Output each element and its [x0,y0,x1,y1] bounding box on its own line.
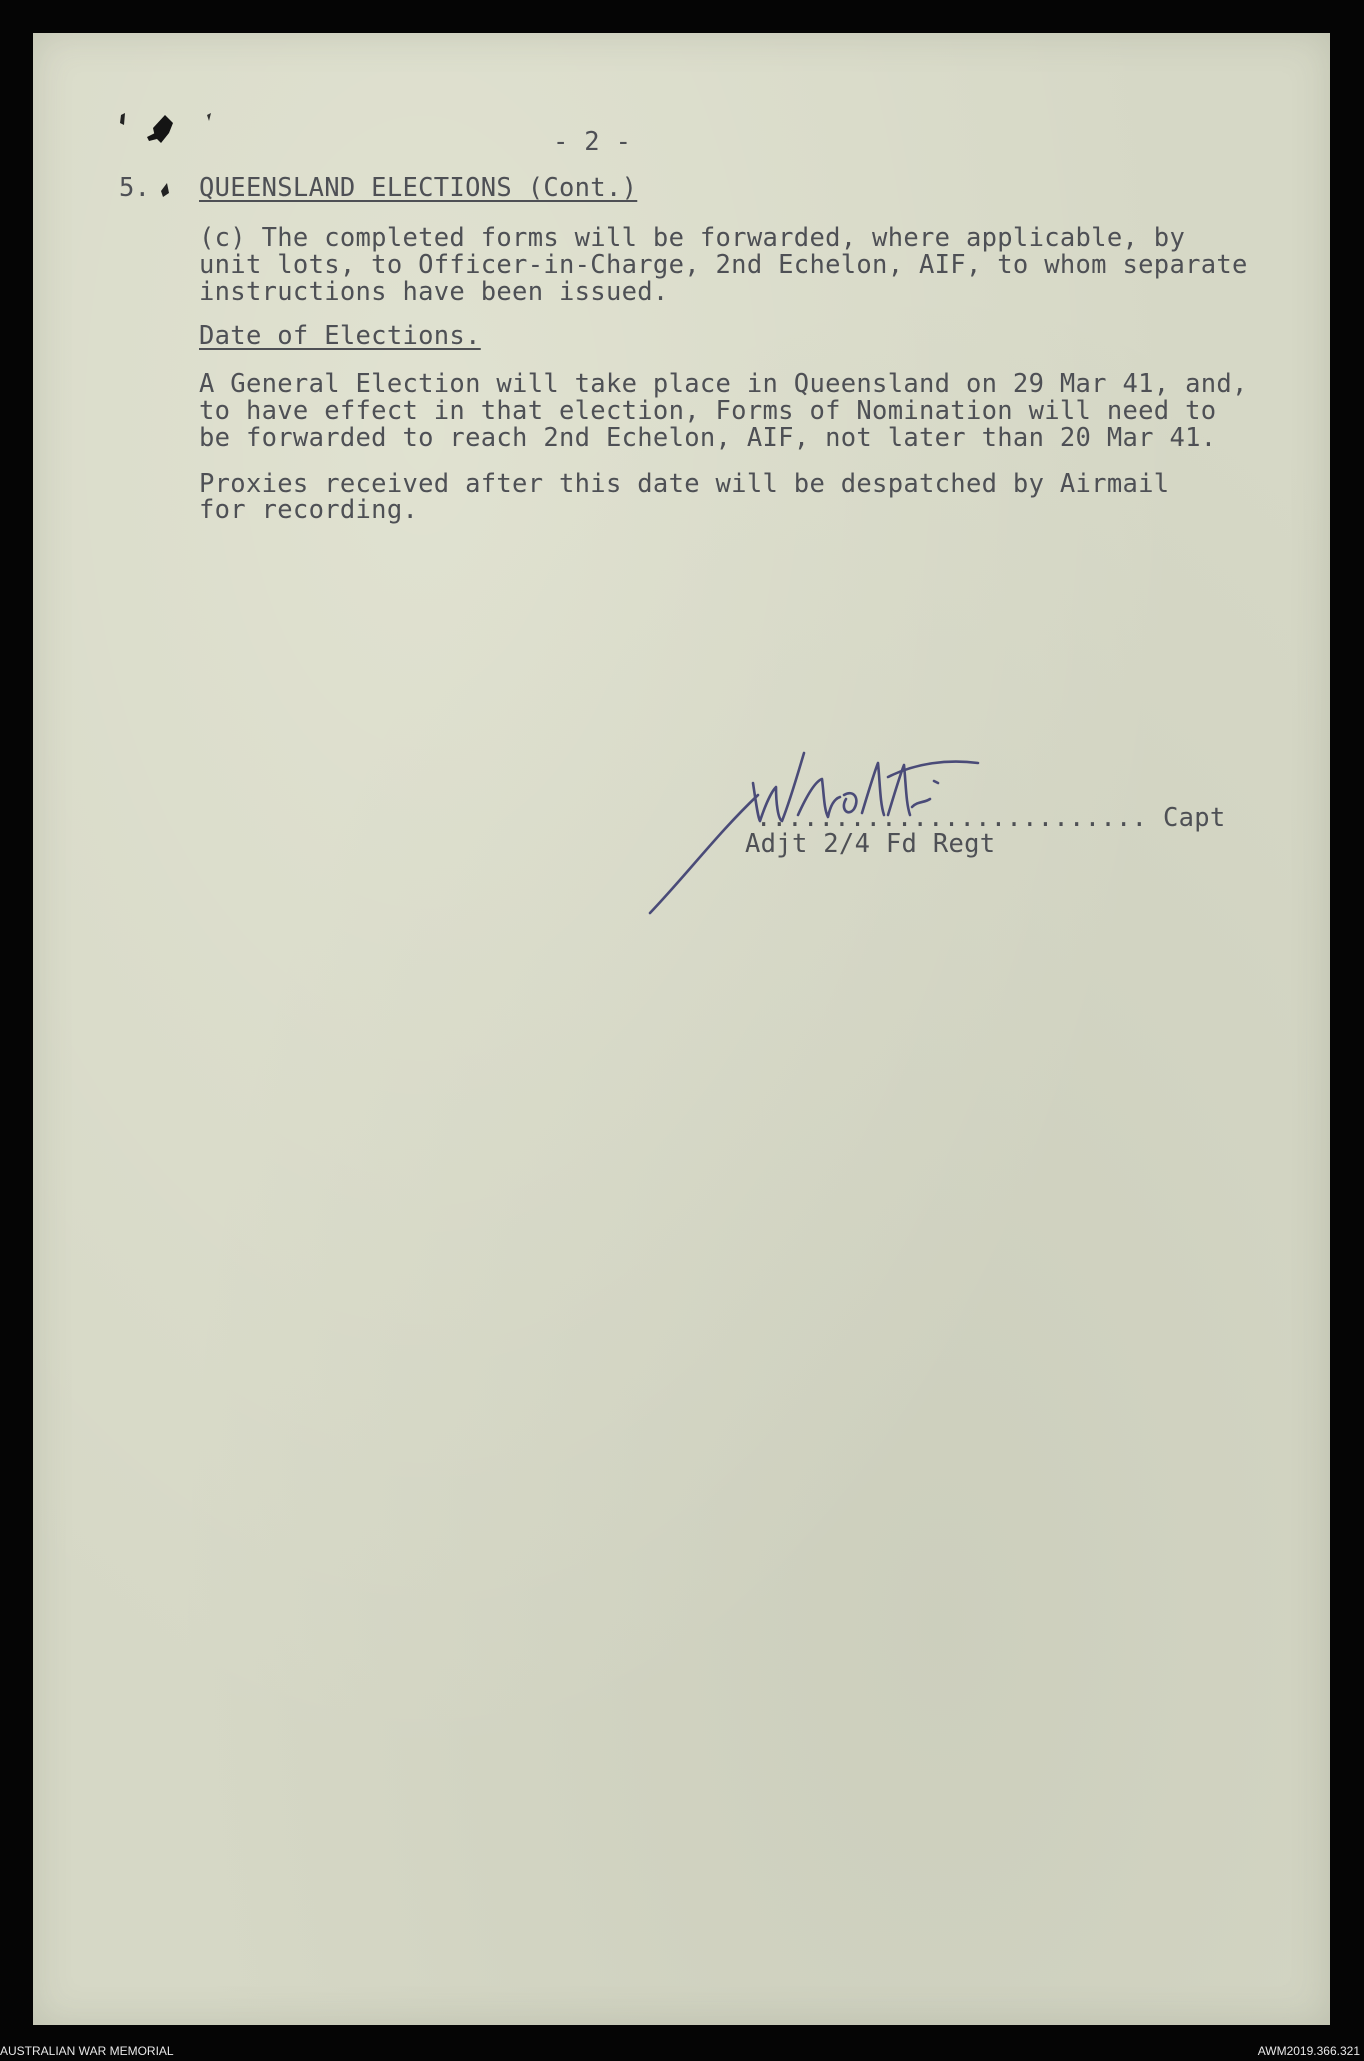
page-number: - 2 - [553,127,632,157]
signatory-title: Adjt 2/4 Fd Regt [745,829,996,859]
footer-reference-id: AWM2019.366.321 [1257,2044,1360,2058]
paragraph-line: A General Election will take place in Queensland on 29 Mar 41, and, [199,369,1248,399]
footer-institution: AUSTRALIAN WAR MEMORIAL [0,2044,174,2058]
subheading-date-of-elections: Date of Elections. [199,321,481,351]
paragraph-line: for recording. [199,495,419,525]
section-number: 5. [119,173,151,203]
paragraph-line: (c) The completed forms will be forwarded, where applicable, by [199,223,1186,253]
paragraph-line: instructions have been issued. [199,277,669,307]
paragraph-line: Proxies received after this date will be despatched by Airmail [199,469,1170,499]
document-page [33,33,1330,2025]
signature-dotted-line: ......................... Capt [756,803,1226,833]
section-heading: QUEENSLAND ELECTIONS (Cont.) [199,173,638,203]
paragraph-line: be forwarded to reach 2nd Echelon, AIF, not later than 20 Mar 41. [199,423,1217,453]
paragraph-line: to have effect in that election, Forms of Nomination will need to [199,396,1217,426]
paragraph-line: unit lots, to Officer-in-Charge, 2nd Echelon, AIF, to whom separate [199,250,1248,280]
